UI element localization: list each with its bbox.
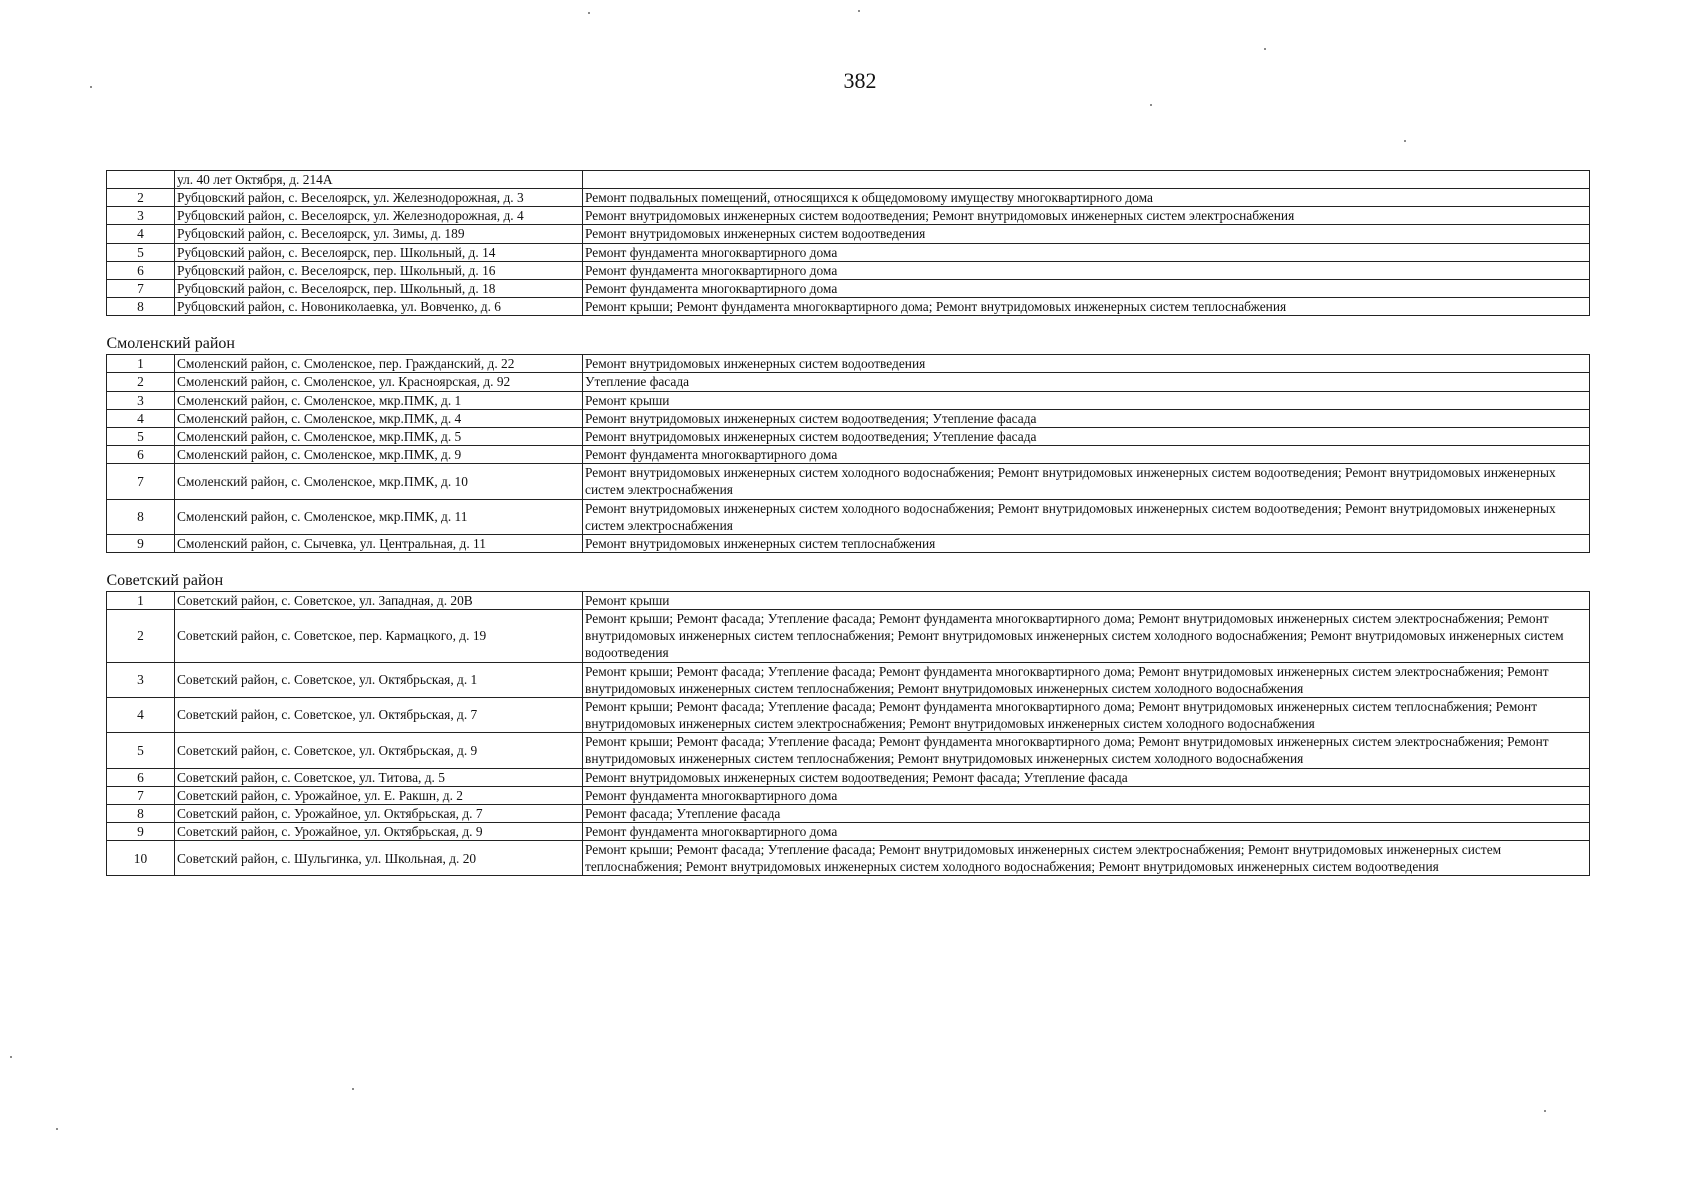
table-row — [107, 841, 1590, 876]
address-cell: Советский район, с. Советское, ул. Октябрьская, д. 1 — [175, 662, 583, 697]
table-row — [107, 171, 1590, 189]
row-number-cell: 9 — [107, 534, 175, 552]
row-number-cell: 4 — [107, 697, 175, 732]
address-cell: Смоленский район, с. Смоленское, мкр.ПМК, д. 5 — [175, 427, 583, 445]
row-number-cell: 7 — [107, 464, 175, 499]
district-heading-row — [107, 569, 1590, 592]
address-cell: Смоленский район, с. Смоленское, мкр.ПМК, д. 9 — [175, 446, 583, 464]
address-cell: Рубцовский район, с. Веселоярск, ул. Железнодорожная, д. 4 — [175, 207, 583, 225]
table-body — [107, 171, 1590, 876]
scan-speck — [1150, 104, 1152, 106]
address-cell: Рубцовский район, с. Веселоярск, ул. Зимы, д. 189 — [175, 225, 583, 243]
address-cell: ул. 40 лет Октября, д. 214А — [175, 171, 583, 189]
works-cell: Ремонт подвальных помещений, относящихся к общедомовому имуществу многоквартирного дома — [583, 189, 1590, 207]
document-sheet — [106, 170, 1590, 876]
table-row — [107, 298, 1590, 316]
works-cell: Ремонт фундамента многоквартирного дома — [583, 243, 1590, 261]
works-cell: Ремонт крыши; Ремонт фасада; Утепление фасада; Ремонт фундамента многоквартирного дома; Ремонт внутридомовых инженерных систем электроснабжения; Ремонт внутридомовых инженерных систем теплоснабжения; Ремонт внутридомовых инженерных систем холодного водоснабжения; Ремонт внутридомовых инженерных систем водоотведения — [583, 610, 1590, 662]
table-row — [107, 733, 1590, 768]
table-row — [107, 591, 1590, 609]
row-number-cell: 5 — [107, 427, 175, 445]
address-cell: Советский район, с. Урожайное, ул. Октябрьская, д. 9 — [175, 823, 583, 841]
district-heading-row — [107, 332, 1590, 355]
row-number-cell: 1 — [107, 591, 175, 609]
address-cell: Смоленский район, с. Смоленское, мкр.ПМК, д. 1 — [175, 391, 583, 409]
table-row — [107, 662, 1590, 697]
address-cell: Рубцовский район, с. Новониколаевка, ул. Вовченко, д. 6 — [175, 298, 583, 316]
works-cell: Ремонт внутридомовых инженерных систем водоотведения — [583, 225, 1590, 243]
row-number-cell: 10 — [107, 841, 175, 876]
spacer-cell — [107, 552, 1590, 569]
row-number-cell: 8 — [107, 804, 175, 822]
works-cell: Ремонт фасада; Утепление фасада — [583, 804, 1590, 822]
row-number-cell: 5 — [107, 243, 175, 261]
address-cell: Рубцовский район, с. Веселоярск, пер. Школьный, д. 16 — [175, 261, 583, 279]
repair-table — [106, 170, 1590, 876]
scan-speck — [352, 1088, 354, 1090]
table-row — [107, 768, 1590, 786]
row-number-cell: 3 — [107, 207, 175, 225]
works-cell: Ремонт фундамента многоквартирного дома — [583, 261, 1590, 279]
row-number-cell: 4 — [107, 409, 175, 427]
works-cell: Ремонт внутридомовых инженерных систем водоотведения; Утепление фасада — [583, 427, 1590, 445]
address-cell: Смоленский район, с. Смоленское, ул. Красноярская, д. 92 — [175, 373, 583, 391]
page-number: 382 — [843, 68, 877, 93]
spacer-cell — [107, 316, 1590, 333]
table-row — [107, 225, 1590, 243]
row-number-cell: 3 — [107, 391, 175, 409]
table-row — [107, 446, 1590, 464]
works-cell: Ремонт внутридомовых инженерных систем холодного водоснабжения; Ремонт внутридомовых инженерных систем водоотведения; Ремонт внутридомовых инженерных систем электроснабжения — [583, 464, 1590, 499]
works-cell: Ремонт внутридомовых инженерных систем холодного водоснабжения; Ремонт внутридомовых инженерных систем водоотведения; Ремонт внутридомовых инженерных систем электроснабжения — [583, 499, 1590, 534]
works-cell: Ремонт внутридомовых инженерных систем водоотведения — [583, 355, 1590, 373]
row-number-cell: 8 — [107, 298, 175, 316]
row-number-cell: 6 — [107, 768, 175, 786]
row-number-cell: 2 — [107, 189, 175, 207]
table-row — [107, 610, 1590, 662]
address-cell: Рубцовский район, с. Веселоярск, пер. Школьный, д. 14 — [175, 243, 583, 261]
works-cell: Ремонт крыши; Ремонт фасада; Утепление фасада; Ремонт внутридомовых инженерных систем электроснабжения; Ремонт внутридомовых инженерных систем теплоснабжения; Ремонт внутридомовых инженерных систем холодного водоснабжения; Ремонт внутридомовых инженерных систем водоотведения — [583, 841, 1590, 876]
row-number-cell — [107, 171, 175, 189]
table-row — [107, 804, 1590, 822]
scan-speck — [858, 10, 860, 12]
works-cell: Утепление фасада — [583, 373, 1590, 391]
works-cell: Ремонт фундамента многоквартирного дома — [583, 823, 1590, 841]
row-number-cell: 3 — [107, 662, 175, 697]
works-cell: Ремонт фундамента многоквартирного дома — [583, 786, 1590, 804]
address-cell: Советский район, с. Шульгинка, ул. Школьная, д. 20 — [175, 841, 583, 876]
table-row — [107, 261, 1590, 279]
address-cell: Советский район, с. Урожайное, ул. Октябрьская, д. 7 — [175, 804, 583, 822]
row-number-cell: 7 — [107, 786, 175, 804]
district-heading: Советский район — [106, 571, 224, 589]
table-row — [107, 243, 1590, 261]
works-cell: Ремонт крыши; Ремонт фасада; Утепление фасада; Ремонт фундамента многоквартирного дома; Ремонт внутридомовых инженерных систем электроснабжения; Ремонт внутридомовых инженерных систем теплоснабжения; Ремонт внутридомовых инженерных систем холодного водоснабжения — [583, 733, 1590, 768]
address-cell: Смоленский район, с. Сычевка, ул. Центральная, д. 11 — [175, 534, 583, 552]
scan-speck — [10, 1056, 12, 1058]
works-cell: Ремонт крыши; Ремонт фасада; Утепление фасада; Ремонт фундамента многоквартирного дома; Ремонт внутридомовых инженерных систем теплоснабжения; Ремонт внутридомовых инженерных систем электроснабжения; Ремонт внутридомовых инженерных систем холодного водоснабжения — [583, 697, 1590, 732]
table-row — [107, 189, 1590, 207]
table-row — [107, 207, 1590, 225]
scan-speck — [1404, 140, 1406, 142]
address-cell: Рубцовский район, с. Веселоярск, ул. Железнодорожная, д. 3 — [175, 189, 583, 207]
works-cell: Ремонт крыши — [583, 591, 1590, 609]
address-cell: Смоленский район, с. Смоленское, пер. Гражданский, д. 22 — [175, 355, 583, 373]
works-cell: Ремонт крыши — [583, 391, 1590, 409]
row-number-cell: 8 — [107, 499, 175, 534]
table-row — [107, 391, 1590, 409]
table-row — [107, 499, 1590, 534]
address-cell: Советский район, с. Урожайное, ул. Е. Ракшн, д. 2 — [175, 786, 583, 804]
table-row — [107, 427, 1590, 445]
table-row — [107, 534, 1590, 552]
row-number-cell: 6 — [107, 446, 175, 464]
row-number-cell: 6 — [107, 261, 175, 279]
district-heading: Смоленский район — [106, 334, 235, 352]
works-cell: Ремонт внутридомовых инженерных систем водоотведения; Ремонт фасада; Утепление фасада — [583, 768, 1590, 786]
table-row — [107, 373, 1590, 391]
works-cell: Ремонт фундамента многоквартирного дома — [583, 446, 1590, 464]
works-cell: Ремонт внутридомовых инженерных систем водоотведения; Ремонт внутридомовых инженерных систем электроснабжения — [583, 207, 1590, 225]
table-row — [107, 355, 1590, 373]
row-number-cell: 2 — [107, 610, 175, 662]
section-spacer — [107, 316, 1590, 333]
table-row — [107, 697, 1590, 732]
works-cell: Ремонт крыши; Ремонт фундамента многоквартирного дома; Ремонт внутридомовых инженерных систем теплоснабжения — [583, 298, 1590, 316]
table-row — [107, 464, 1590, 499]
address-cell: Советский район, с. Советское, ул. Октябрьская, д. 7 — [175, 697, 583, 732]
table-row — [107, 823, 1590, 841]
row-number-cell: 9 — [107, 823, 175, 841]
works-cell — [583, 171, 1590, 189]
address-cell: Смоленский район, с. Смоленское, мкр.ПМК, д. 4 — [175, 409, 583, 427]
works-cell: Ремонт крыши; Ремонт фасада; Утепление фасада; Ремонт фундамента многоквартирного дома; Ремонт внутридомовых инженерных систем электроснабжения; Ремонт внутридомовых инженерных систем теплоснабжения; Ремонт внутридомовых инженерных систем холодного водоснабжения — [583, 662, 1590, 697]
works-cell: Ремонт внутридомовых инженерных систем водоотведения; Утепление фасада — [583, 409, 1590, 427]
address-cell: Советский район, с. Советское, пер. Кармацкого, д. 19 — [175, 610, 583, 662]
scan-speck — [90, 86, 92, 88]
address-cell: Рубцовский район, с. Веселоярск, пер. Школьный, д. 18 — [175, 279, 583, 297]
row-number-cell: 7 — [107, 279, 175, 297]
address-cell: Советский район, с. Советское, ул. Западная, д. 20В — [175, 591, 583, 609]
address-cell: Советский район, с. Советское, ул. Титова, д. 5 — [175, 768, 583, 786]
scan-speck — [588, 12, 590, 14]
row-number-cell: 4 — [107, 225, 175, 243]
address-cell: Смоленский район, с. Смоленское, мкр.ПМК, д. 11 — [175, 499, 583, 534]
table-row — [107, 279, 1590, 297]
scan-speck — [56, 1128, 58, 1130]
works-cell: Ремонт внутридомовых инженерных систем теплоснабжения — [583, 534, 1590, 552]
scan-speck — [1264, 48, 1266, 50]
row-number-cell: 2 — [107, 373, 175, 391]
address-cell: Смоленский район, с. Смоленское, мкр.ПМК, д. 10 — [175, 464, 583, 499]
section-spacer — [107, 552, 1590, 569]
row-number-cell: 1 — [107, 355, 175, 373]
address-cell: Советский район, с. Советское, ул. Октябрьская, д. 9 — [175, 733, 583, 768]
works-cell: Ремонт фундамента многоквартирного дома — [583, 279, 1590, 297]
table-row — [107, 786, 1590, 804]
scan-speck — [1544, 1110, 1546, 1112]
row-number-cell: 5 — [107, 733, 175, 768]
table-row — [107, 409, 1590, 427]
